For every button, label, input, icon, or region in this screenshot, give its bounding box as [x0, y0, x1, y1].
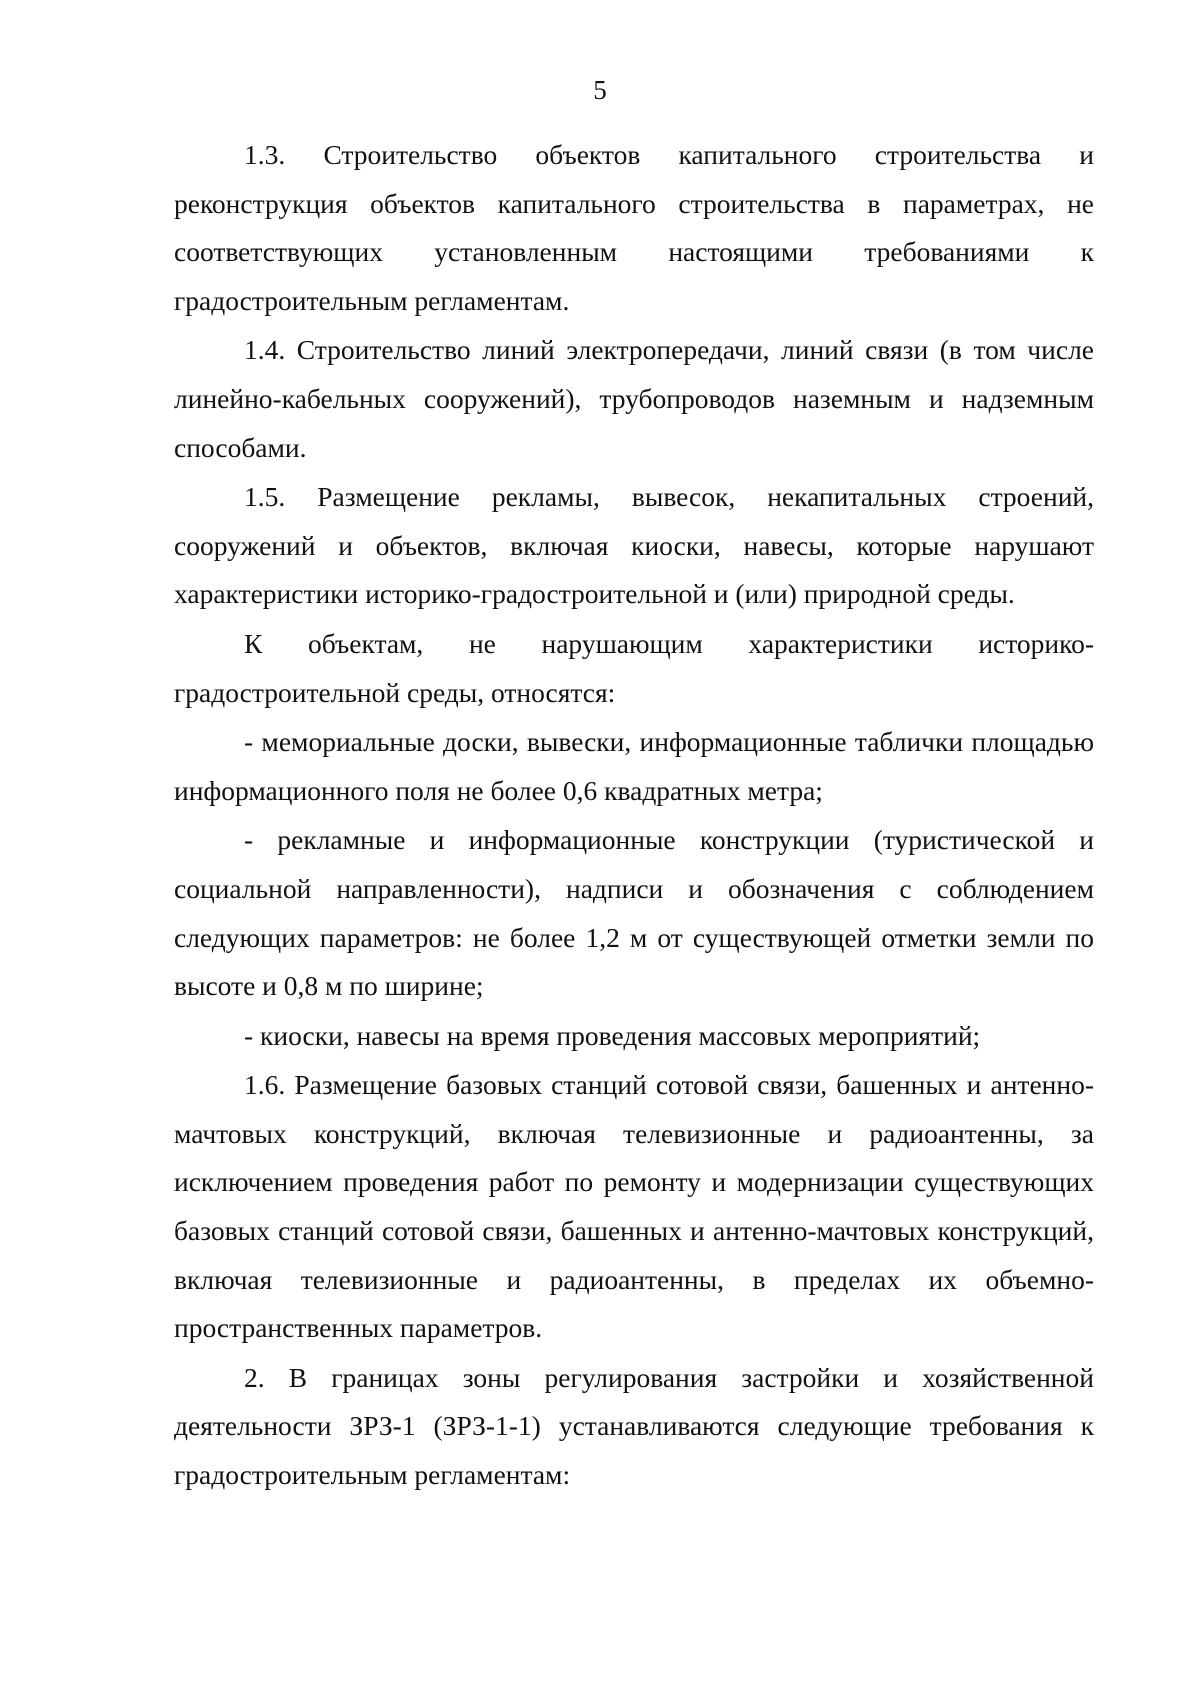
page-number: 5 — [593, 75, 607, 105]
paragraph-1-6: 1.6. Размещение базовых станций сотовой связи, башенных и антенно-мачтовых конструкций, включая телевизионные и радиоантенны, за исключением проведения работ по ремонту и модернизации существующих базовых станций сотовой связи, башенных и антенно-мачтовых конструкций, включая телевизионные и радиоантенны, в пределах их объемно-пространственных параметров. — [174, 1069, 1094, 1344]
list-item-memorial-plaques: - мемориальные доски, вывески, информационные таблички площадью информационного поля не более 0,6 квадратных метра; — [174, 726, 1094, 806]
paragraph-1-4: 1.4. Строительство линий электропередачи, линий связи (в том числе линейно-кабельных сооружений), трубопроводов наземным и надземным способами. — [174, 334, 1094, 463]
list-item-kiosks: - киоски, навесы на время проведения массовых мероприятий; — [244, 1019, 981, 1051]
paragraph-exceptions-intro: К объектам, не нарушающим характеристики историко-градостроительной среды, относятся: — [174, 627, 1094, 708]
paragraph-2: 2. В границах зоны регулирования застройки и хозяйственной деятельности ЗРЗ-1 (ЗРЗ-1-1) устанавливаются следующие требования к градостроительным регламентам: — [174, 1361, 1094, 1491]
document-body — [174, 131, 1094, 1501]
list-item-advertising-structures: - рекламные и информационные конструкции (туристической и социальной направленности), надписи и обозначения с соблюдением следующих параметров: не более 1,2 м от существующей отметки земли по высоте и 0,8 м по ширине; — [174, 824, 1094, 1002]
paragraph-1-5: 1.5. Размещение рекламы, вывесок, некапитальных строений, сооружений и объектов, включая киоски, навесы, которые нарушают характеристики историко-градостроительной и (или) природной среды. — [174, 481, 1094, 610]
paragraph-1-3: 1.3. Строительство объектов капитального строительства и реконструкция объектов капитального строительства в параметрах, не соответствующих установленным настоящими требованиями к градостроительным регламентам. — [174, 139, 1094, 316]
